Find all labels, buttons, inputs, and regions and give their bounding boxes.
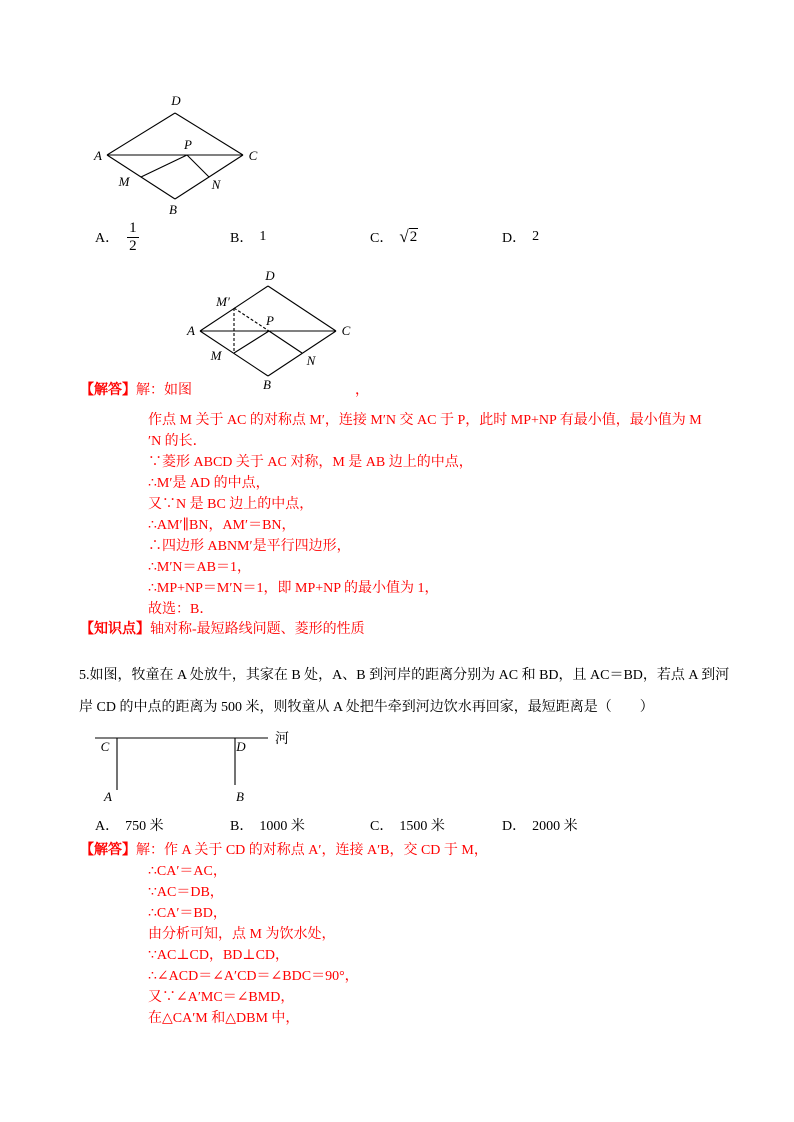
solution-intro: 解：如图	[136, 383, 192, 398]
solution-line: ∴M′是 AD 的中点，	[148, 476, 270, 491]
option-letter: A．	[95, 231, 120, 246]
solution-line: ∴CA′＝AC，	[148, 864, 227, 879]
option-b	[230, 814, 305, 836]
option-value: 2000 米	[532, 819, 578, 834]
solution-header	[80, 840, 488, 861]
option-letter: D．	[502, 819, 527, 834]
solution-line: 故选：B．	[148, 602, 214, 617]
option-letter: B．	[230, 231, 254, 246]
option-c	[370, 226, 418, 248]
option-b	[230, 226, 266, 248]
solution-line: 又∵∠A′MC＝∠BMD，	[148, 990, 295, 1005]
segment-mp	[234, 331, 269, 353]
question-5	[79, 660, 729, 724]
option-a	[95, 219, 139, 254]
option-letter: C．	[370, 819, 394, 834]
solution-tag: 【解答】	[80, 383, 136, 398]
solution-line: ∴M′N＝AB＝1，	[148, 560, 251, 575]
fraction-denominator: 2	[129, 237, 137, 254]
river-figure	[90, 725, 300, 810]
label-c: C	[341, 323, 351, 338]
option-letter: A．	[95, 819, 120, 834]
option-value: 1000 米	[259, 819, 305, 834]
label-p: P	[266, 313, 274, 328]
option-value: 750 米	[125, 819, 164, 834]
solution-line: ∴MP+NP＝M′N＝1，即 MP+NP 的最小值为 1，	[148, 581, 439, 596]
option-value: 2	[532, 229, 540, 244]
option-c	[370, 814, 445, 836]
label-d: D	[265, 268, 275, 283]
knowledge-text: 轴对称-最短路线问题、菱形的性质	[150, 622, 365, 637]
solution-header	[80, 380, 192, 401]
solution-line: ∴四边形 ABNM′是平行四边形，	[148, 539, 351, 554]
segment-pn	[187, 155, 209, 177]
solution-intro: 解：作 A 关于 CD 的对称点 A′，连接 A′B，交 CD 于 M，	[136, 843, 488, 858]
label-a: A	[94, 148, 102, 163]
solution-tag: 【解答】	[80, 843, 136, 858]
solution-line: 由分析可知，点 M 为饮水处，	[148, 927, 336, 942]
option-d	[502, 226, 539, 248]
option-value: 1	[259, 229, 267, 244]
solution-line: 在△CA′M 和△DBM 中，	[148, 1011, 300, 1026]
label-n: N	[211, 177, 221, 192]
segment-pn	[269, 331, 302, 353]
solution-line: ∵AC＝DB，	[148, 885, 224, 900]
label-m: M	[118, 174, 130, 189]
solution-line: ∵菱形 ABCD 关于 AC 对称，M 是 AB 边上的中点，	[148, 455, 473, 470]
solution-line: 作点 M 关于 AC 的对称点 M′，连接 M′N 交 AC 于 P，此时 MP+NP 有最小值，最小值为 M	[148, 413, 702, 428]
option-value: 1500 米	[399, 819, 445, 834]
solution-steps	[148, 861, 359, 1029]
knowledge-tag: 【知识点】	[80, 622, 150, 637]
rhombus-figure	[90, 90, 265, 220]
solution-line: ∴AM′∥BN，AM′＝BN，	[148, 518, 296, 533]
side-dc	[268, 286, 336, 331]
solution-line: ∴CA′＝BD，	[148, 906, 227, 921]
label-n: N	[306, 353, 316, 368]
label-c: C	[248, 148, 258, 163]
label-b: B	[169, 202, 177, 217]
segment-mp	[141, 155, 187, 177]
label-a: A	[187, 323, 195, 338]
option-letter: C．	[370, 231, 394, 246]
label-river: 河	[275, 732, 289, 747]
solution-line: ∴∠ACD＝∠A′CD＝∠BDC＝90°，	[148, 969, 359, 984]
solution-rhombus-figure	[180, 265, 360, 395]
square-root	[399, 227, 418, 247]
solution-intro-comma: ，	[355, 383, 369, 398]
option-a	[95, 814, 164, 836]
label-c: C	[100, 739, 110, 754]
dashed-mprime-p	[234, 308, 269, 331]
fraction	[127, 221, 139, 254]
question-line: 5.如图，牧童在 A 处放牛，其家在 B 处，A、B 到河岸的距离分别为 AC 和 BD，且 AC＝BD，若点 A 到河	[79, 668, 730, 683]
question-line: 岸 CD 的中点的距离为 500 米，则牧童从 A 处把牛牵到河边饮水再回家，最短距离是（ ）	[79, 700, 654, 715]
radicand: 2	[409, 229, 418, 245]
option-d	[502, 814, 578, 836]
label-p: P	[184, 137, 192, 152]
label-d: D	[171, 93, 181, 108]
label-m-prime: M′	[216, 294, 230, 309]
label-a: A	[104, 789, 112, 804]
solution-line: 又∵N 是 BC 边上的中点，	[148, 497, 314, 512]
option-letter: D．	[502, 231, 527, 246]
solution-line: ′N 的长．	[148, 434, 207, 449]
fraction-numerator: 1	[129, 219, 137, 236]
label-b: B	[263, 377, 271, 392]
knowledge-point	[80, 619, 365, 640]
option-letter: B．	[230, 819, 254, 834]
label-d: D	[236, 739, 246, 754]
side-ad	[107, 113, 175, 155]
label-m: M	[210, 348, 222, 363]
solution-steps	[148, 410, 702, 620]
solution-line: ∵AC⊥CD，BD⊥CD，	[148, 948, 290, 963]
radical-sign: √	[399, 227, 409, 246]
label-b: B	[236, 789, 244, 804]
